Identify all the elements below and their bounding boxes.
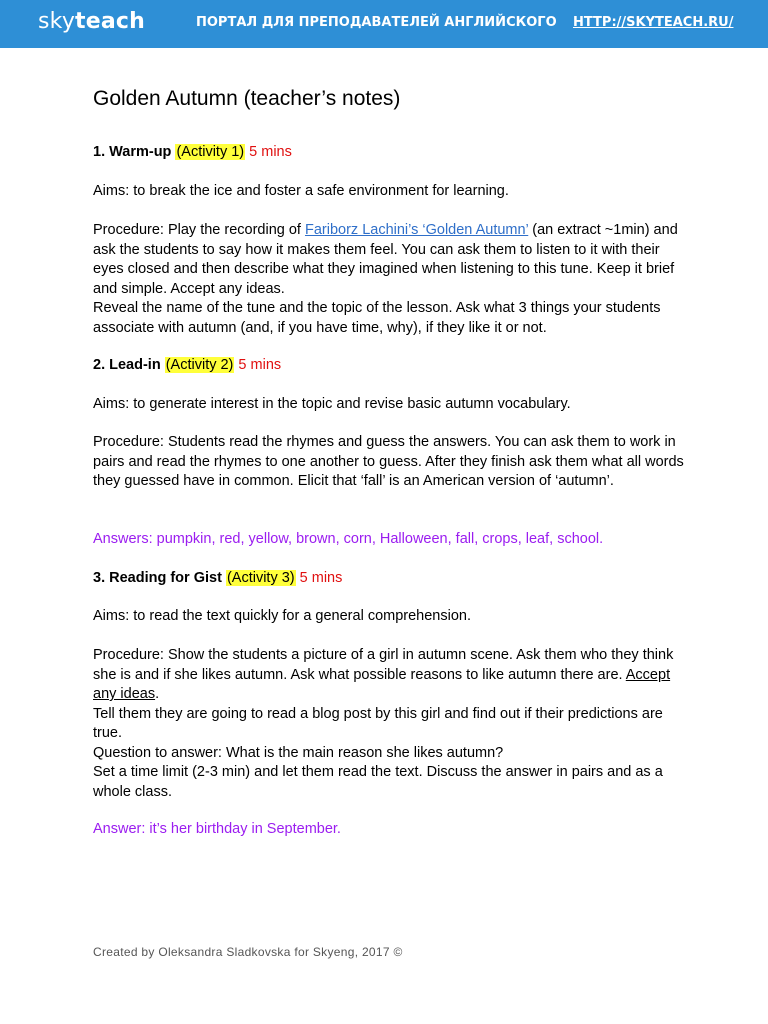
section2-duration: 5 mins [238, 357, 282, 373]
section3-duration: 5 mins [299, 570, 343, 586]
section1-procedure-rest: (an extract ~1min) and ask the students to say how it makes them feel. You can ask them to listen to it with their eyes closed and then describe what they imagined when listening to this tune. Keep it brief and simple. Accept any ideas. [93, 222, 678, 297]
section1-heading [93, 143, 693, 163]
section3-procedure-3: Question to answer: What is the main reason she likes autumn? [93, 744, 504, 761]
header-bar [0, 0, 768, 48]
section2-heading [93, 356, 693, 376]
section3-procedure-4: Set a time limit (2-3 min) and let them read the text. Discuss the answer in pairs and as a whole class. [93, 764, 663, 800]
section3-title: 3. Reading for Gist [93, 570, 222, 586]
section1-aims: Aims: to break the ice and foster a safe environment for learning. [93, 183, 509, 199]
footer-credit: Created by Oleksandra Sladkovska for Skyeng, 2017 © [93, 945, 403, 959]
section2-aims: Aims: to generate interest in the topic and revise basic autumn vocabulary. [93, 396, 571, 412]
section3-heading [93, 569, 693, 589]
logo-sky: sky [38, 9, 76, 34]
section2-activity: (Activity 2) [165, 357, 234, 373]
section3-procedure-1-end: . [155, 686, 160, 702]
section2-title: 2. Lead-in [93, 357, 161, 373]
section3-aims: Aims: to read the text quickly for a general comprehension. [93, 608, 471, 624]
section3-activity: (Activity 3) [226, 570, 295, 586]
section1-procedure [93, 221, 693, 338]
logo-teach: teach [75, 9, 146, 34]
section1-procedure-2: Reveal the name of the tune and the topic of the lesson. Ask what 3 things your students associate with autumn (and, if you have time, why), if they like it or not. [93, 300, 661, 336]
accept-any-ideas: Accept any ideas [93, 666, 671, 702]
section3-procedure [93, 646, 693, 802]
skyteach-logo[interactable] [38, 9, 145, 34]
portal-tagline: ПОРТАЛ ДЛЯ ПРЕПОДАВАТЕЛЕЙ АНГЛИЙСКОГО [196, 15, 557, 30]
section1-activity: (Activity 1) [176, 144, 245, 160]
golden-autumn-link[interactable]: Fariborz Lachini’s ‘Golden Autumn’ [304, 222, 529, 238]
site-link[interactable]: HTTP://SKYTEACH.RU/ [573, 15, 734, 30]
section2-answers: Answers: pumpkin, red, yellow, brown, corn, Halloween, fall, crops, leaf, school. [93, 531, 604, 547]
page-title: Golden Autumn (teacher’s notes) [93, 87, 401, 110]
section1-title: 1. Warm-up [93, 144, 172, 160]
section1-procedure-prefix: Procedure: Play the recording of [93, 222, 305, 238]
section3-answer: Answer: it’s her birthday in September. [93, 821, 341, 837]
section3-procedure-2: Tell them they are going to read a blog post by this girl and find out if their predictions are true. [93, 705, 663, 741]
section3-procedure-1: Procedure: Show the students a picture of a girl in autumn scene. Ask them who they think she is and if she likes autumn. Ask what possible reasons to like autumn there are. [93, 647, 674, 683]
section2-procedure: Procedure: Students read the rhymes and guess the answers. You can ask them to work in pairs and read the rhymes to one another to guess. After they finish ask them what all words they guessed have in common. Elicit that ‘fall’ is an American version of ‘autumn’. [93, 434, 684, 489]
section1-duration: 5 mins [249, 144, 292, 160]
